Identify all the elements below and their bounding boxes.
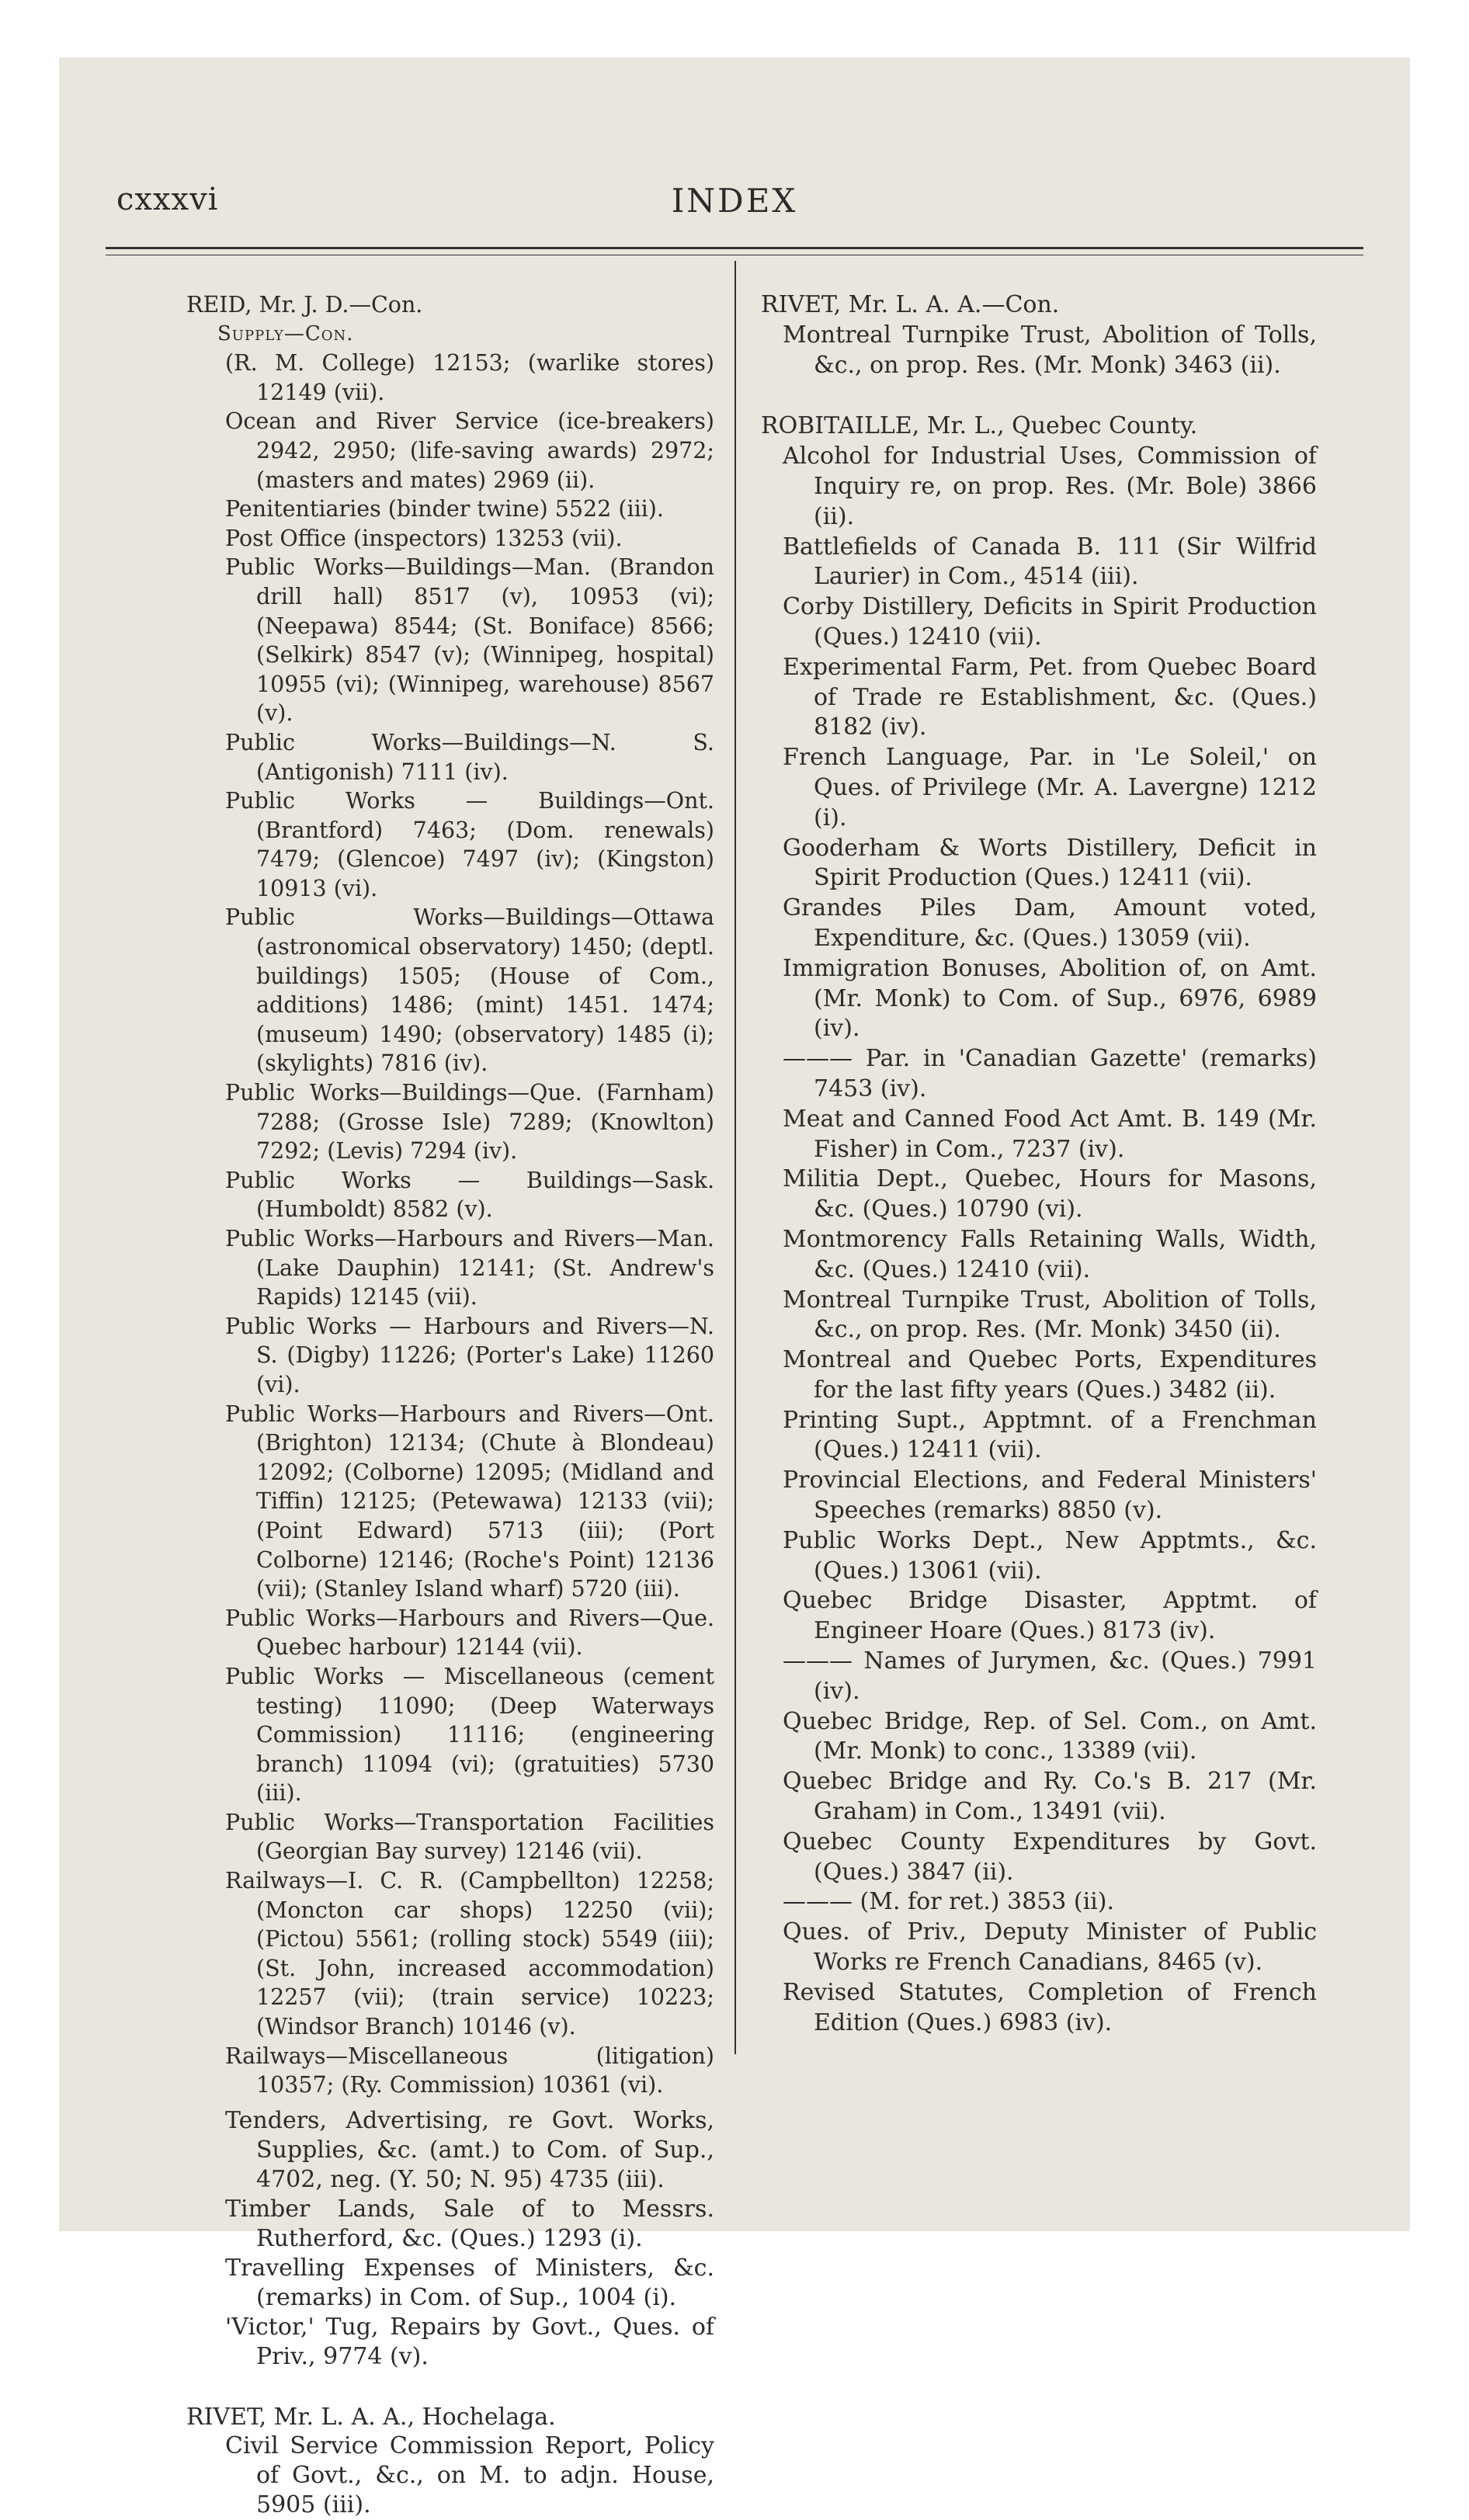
- index-entry: Tenders, Advertising, re Govt. Works, Supplies, &c. (amt.) to Com. of Sup., 4702, neg. (Y. 50; N. 95) 4735 (iii).: [225, 2106, 714, 2193]
- index-entry: Travelling Expenses of Ministers, &c. (remarks) in Com. of Sup., 1004 (i).: [225, 2254, 714, 2311]
- index-entry: Post Office (inspectors) 13253 (vii).: [225, 525, 623, 551]
- column-divider: [734, 261, 736, 2054]
- index-entry: (R. M. College) 12153; (warlike stores) 12149 (vii).: [225, 350, 714, 405]
- index-entry: Public Works — Buildings—Sask. (Humboldt) 8582 (v).: [225, 1167, 714, 1223]
- running-head: [59, 182, 1410, 228]
- index-entry: Immigration Bonuses, Abolition of, on Amt. (Mr. Monk) to Com. of Sup., 6976, 6989 (iv).: [783, 954, 1317, 1043]
- index-entry: Timber Lands, Sale of to Messrs. Rutherford, &c. (Ques.) 1293 (i).: [225, 2195, 714, 2252]
- index-entry: Public Works—Harbours and Rivers—Que. Quebec harbour) 12144 (vii).: [225, 1605, 714, 1661]
- index-entry: Grandes Piles Dam, Amount voted, Expenditure, &c. (Ques.) 13059 (vii).: [783, 894, 1317, 952]
- index-heading-rivet: RIVET, Mr. L. A. A., Hochelaga.: [186, 2403, 556, 2431]
- index-heading-robitaille: ROBITAILLE, Mr. L., Quebec County.: [761, 412, 1198, 440]
- index-entry: ——— Par. in 'Canadian Gazette' (remarks) 7453 (iv).: [783, 1045, 1317, 1102]
- spacer: [761, 380, 1317, 411]
- page-number: cxxxvi: [116, 182, 219, 217]
- index-entry: ——— (M. for ret.) 3853 (ii).: [783, 1888, 1115, 1916]
- index-entry: Quebec Bridge Disaster, Apptmt. of Engineer Hoare (Ques.) 8173 (iv).: [783, 1587, 1317, 1645]
- document-page: [59, 57, 1410, 2519]
- robitaille-entries: [761, 442, 1317, 2038]
- index-entry: Montreal and Quebec Ports, Expenditures for the last fifty years (Ques.) 3482 (ii).: [783, 1346, 1317, 1404]
- index-entry: Ques. of Priv., Deputy Minister of Public Works re French Canadians, 8465 (v).: [783, 1918, 1317, 1977]
- index-entry: Public Works — Harbours and Rivers—N. S. (Digby) 11226; (Porter's Lake) 11260 (vi).: [225, 1313, 714, 1397]
- index-entry: Militia Dept., Quebec, Hours for Masons, &c. (Ques.) 10790 (vi).: [783, 1165, 1317, 1224]
- index-entry: Public Works—Buildings—Man. (Brandon drill hall) 8517 (v), 10953 (vi); (Neepawa) 8544; (St. Boniface) 8566; (Selkirk) 8547 (v); (Winnipeg, hospital) 10955 (vi); (Winnipeg, warehouse) 8567 (v).: [225, 554, 714, 727]
- right-column: [761, 290, 1317, 2038]
- index-entry: Montreal Turnpike Trust, Abolition of Tolls, &c., on prop. Res. (Mr. Monk) 3450 (ii).: [783, 1286, 1317, 1344]
- index-entry: Quebec County Expenditures by Govt. (Ques.) 3847 (ii).: [783, 1828, 1317, 1886]
- index-entry: Public Works—Buildings—N. S. (Antigonish) 7111 (iv).: [225, 729, 714, 785]
- index-entry: Civil Service Commission Report, Policy of Govt., &c., on M. to adjn. House, 5905 (iii).: [225, 2432, 714, 2519]
- index-entry: Corby Distillery, Deficits in Spirit Production (Ques.) 12410 (vii).: [783, 593, 1317, 651]
- index-entry: Public Works—Transportation Facilities (Georgian Bay survey) 12146 (vii).: [225, 1809, 714, 1865]
- index-entry: Ocean and River Service (ice-breakers) 2942, 2950; (life-saving awards) 2972; (masters and mates) 2969 (ii).: [225, 408, 714, 493]
- spacer: [186, 2372, 714, 2403]
- left-column: [186, 290, 714, 2520]
- reid-other-entries: [186, 2106, 714, 2372]
- index-entry: Montreal Turnpike Trust, Abolition of Tolls, &c., on prop. Res. (Mr. Monk) 3463 (ii).: [783, 321, 1317, 379]
- index-entry: Printing Supt., Apptmnt. of a Frenchman (Ques.) 12411 (vii).: [783, 1406, 1317, 1464]
- index-entry: Railways—I. C. R. (Campbellton) 12258; (Moncton car shops) 12250 (vii); (Pictou) 5561; (rolling stock) 5549 (iii); (St. John, increased accommodation) 12257 (vii); (train service) 10223; (Windsor Branch) 10146 (v).: [225, 1868, 714, 2040]
- header-rule-thick: [106, 247, 1363, 249]
- index-entry: Montmorency Falls Retaining Walls, Width, &c. (Ques.) 12410 (vii).: [783, 1225, 1317, 1283]
- index-entry: French Language, Par. in 'Le Soleil,' on Ques. of Privilege (Mr. A. Lavergne) 1212 (i).: [783, 744, 1317, 831]
- index-entry: Quebec Bridge, Rep. of Sel. Com., on Amt. (Mr. Monk) to conc., 13389 (vii).: [783, 1707, 1317, 1765]
- index-entry: Quebec Bridge and Ry. Co.'s B. 217 (Mr. Graham) in Com., 13491 (vii).: [783, 1768, 1317, 1826]
- index-heading-reid: REID, Mr. J. D.—Con.: [186, 292, 423, 318]
- page-title: INDEX: [671, 182, 798, 220]
- subheading-supply: Supply—Con.: [217, 321, 354, 345]
- index-entry: Public Works—Harbours and Rivers—Man. (Lake Dauphin) 12141; (St. Andrew's Rapids) 12145 (vii).: [225, 1226, 714, 1310]
- index-entry: ——— Names of Jurymen, &c. (Ques.) 7991 (iv).: [783, 1647, 1317, 1705]
- supply-entries: [186, 349, 714, 2100]
- index-entry: Penitentiaries (binder twine) 5522 (iii).: [225, 496, 664, 522]
- index-entry: Meat and Canned Food Act Amt. B. 149 (Mr. Fisher) in Com., 7237 (iv).: [783, 1105, 1317, 1163]
- index-entry: Experimental Farm, Pet. from Quebec Board of Trade re Establishment, &c. (Ques.) 8182 (iv).: [783, 653, 1317, 741]
- index-entry: 'Victor,' Tug, Repairs by Govt., Ques. of Priv., 9774 (v).: [225, 2313, 714, 2370]
- index-entry: Public Works—Buildings—Que. (Farnham) 7288; (Grosse Isle) 7289; (Knowlton) 7292; (Levis) 7294 (iv).: [225, 1080, 714, 1165]
- index-entry: Revised Statutes, Completion of French Edition (Ques.) 6983 (iv).: [783, 1978, 1317, 2036]
- index-entry: Gooderham & Worts Distillery, Deficit in Spirit Production (Ques.) 12411 (vii).: [783, 834, 1317, 892]
- index-entry: Railways—Miscellaneous (litigation) 10357; (Ry. Commission) 10361 (vi).: [225, 2043, 714, 2098]
- index-entry: Provincial Elections, and Federal Ministers' Speeches (remarks) 8850 (v).: [783, 1467, 1317, 1525]
- index-entry: Public Works—Buildings—Ottawa (astronomical observatory) 1450; (deptl. buildings) 1505; (House of Com., additions) 1486; (mint) 1451. 1474; (museum) 1490; (observatory) 1485 (i); (skylights) 7816 (iv).: [225, 904, 714, 1077]
- index-heading-rivet-con: RIVET, Mr. L. A. A.—Con.: [761, 291, 1060, 318]
- index-entry: Alcohol for Industrial Uses, Commission of Inquiry re, on prop. Res. (Mr. Bole) 3866 (ii).: [783, 443, 1317, 530]
- index-entry: Public Works—Harbours and Rivers—Ont. (Brighton) 12134; (Chute à Blondeau) 12092; (Colborne) 12095; (Midland and Tiffin) 12125; (Petewawa) 12133 (vii); (Point Edward) 5713 (iii); (Port Colborne) 12146; (Roche's Point) 12136 (vii); (Stanley Island wharf) 5720 (iii).: [225, 1401, 714, 1602]
- index-entry: Battlefields of Canada B. 111 (Sir Wilfrid Laurier) in Com., 4514 (iii).: [783, 533, 1317, 591]
- index-entry: Public Works — Buildings—Ont. (Brantford) 7463; (Dom. renewals) 7479; (Glencoe) 7497 (iv); (Kingston) 10913 (vi).: [225, 788, 714, 901]
- index-entry: Public Works Dept., New Apptmts., &c. (Ques.) 13061 (vii).: [783, 1526, 1317, 1585]
- index-entry: Public Works — Miscellaneous (cement testing) 11090; (Deep Waterways Commission) 11116; (engineering branch) 11094 (vi); (gratuities) 5730 (iii).: [225, 1663, 714, 1807]
